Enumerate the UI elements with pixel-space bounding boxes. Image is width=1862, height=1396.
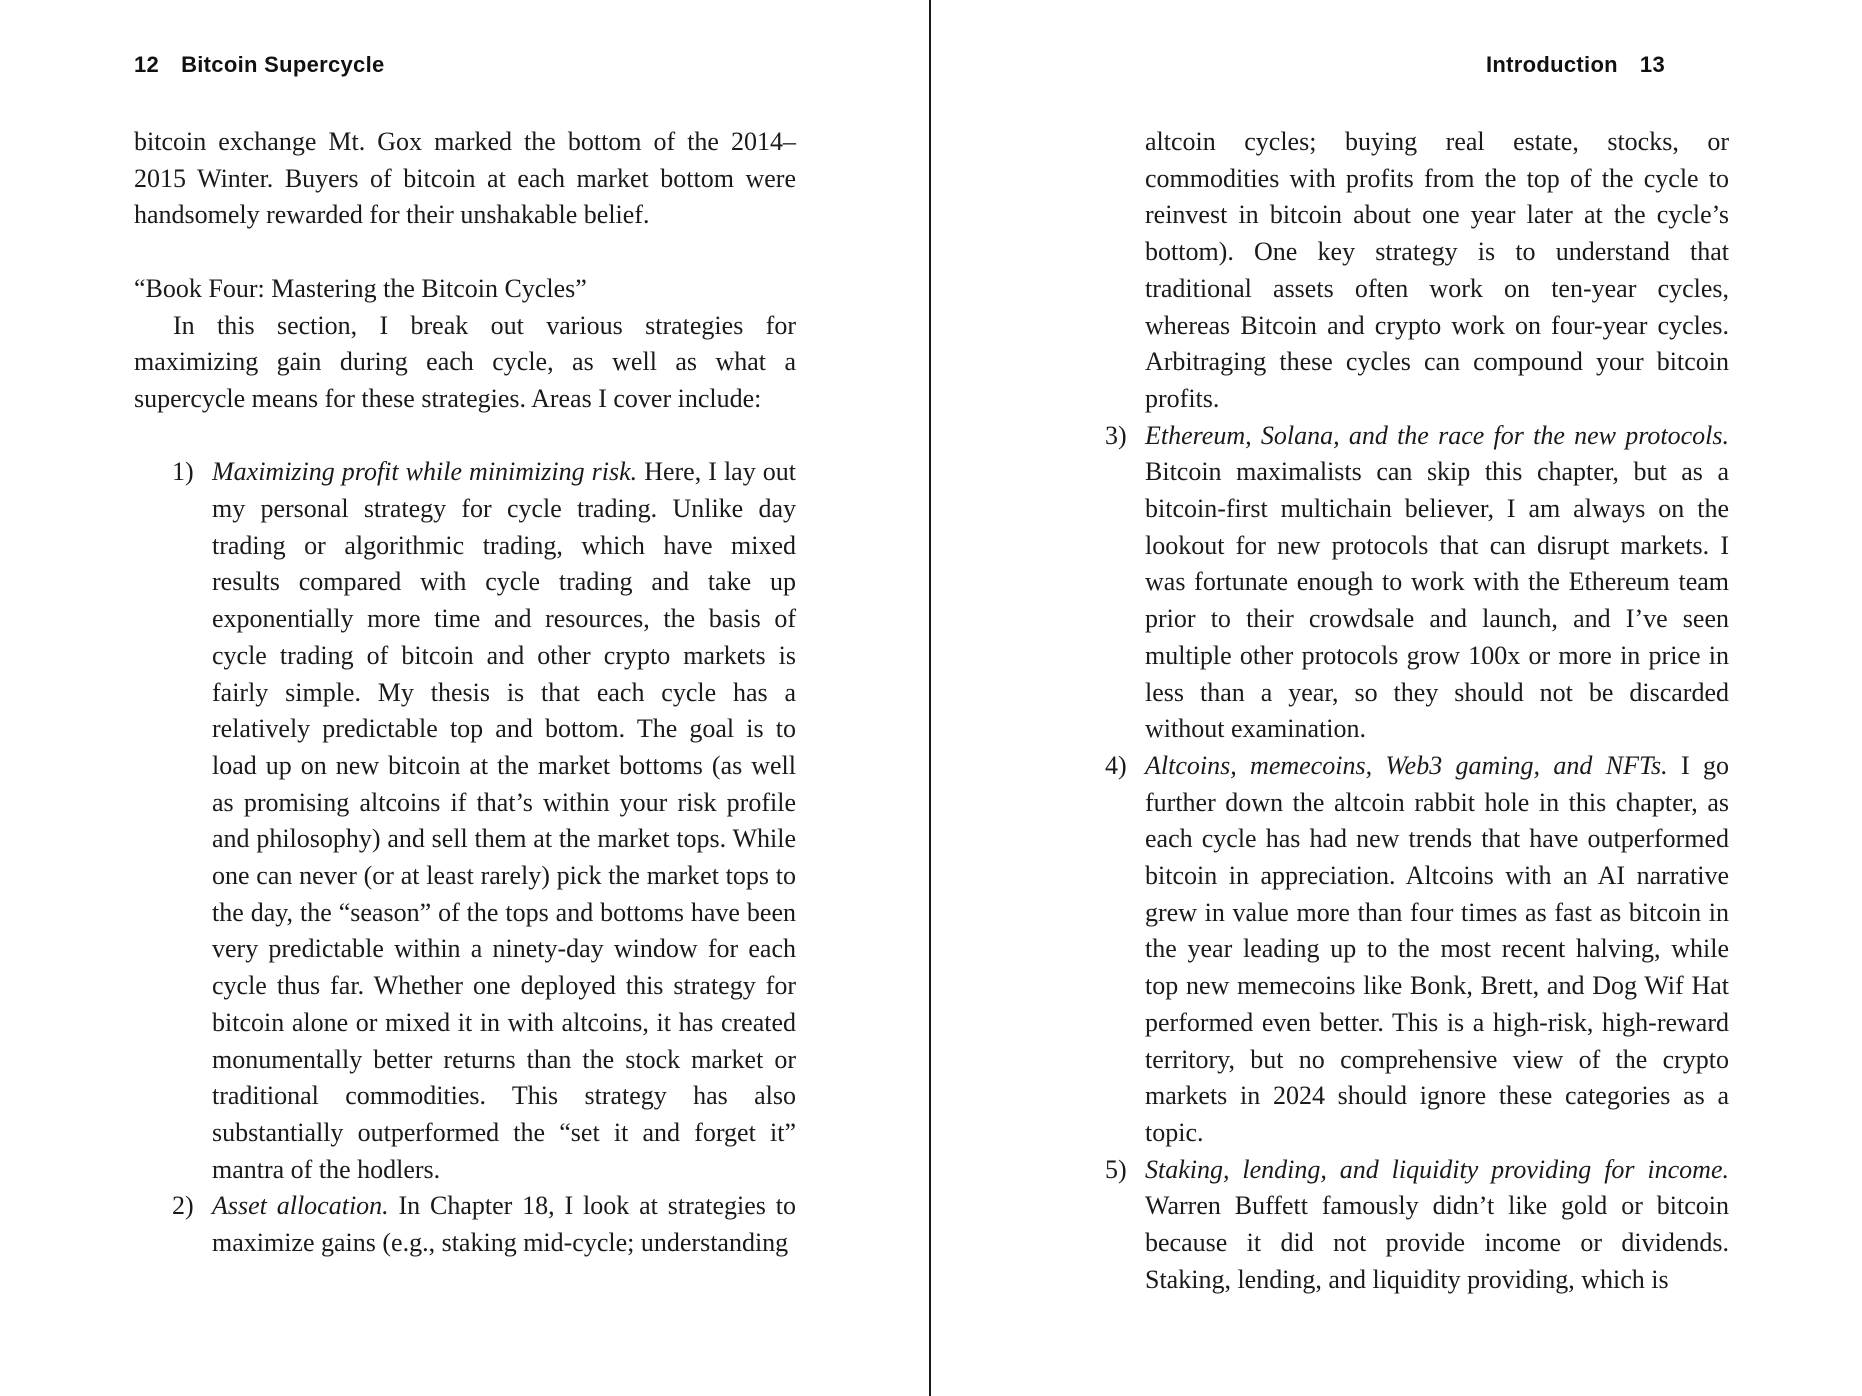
list-number: 4)	[1105, 750, 1127, 780]
list-item-text: Here, I lay out my personal strategy for cycle trading. Unlike day trading or algorithmic trading, which have mixed results compared with cycle trading and take up exponentially more time and resources, the basis of cycle trading of bitcoin and other crypto markets is fairly simple. My thesis is that each cycle has a relatively predictable top and bottom. The goal is to load up on new bitcoin at the market bottoms (as well as promising altcoins if that’s within your risk profile and philosophy) and sell them at the market tops. While one can never (or at least rarely) pick the market tops to the day, the “season” of the tops and bottoms have been very predictable within a ninety-day window for each cycle thus far. Whether one deployed this strategy for bitcoin alone or mixed it in with altcoins, it has created monumentally better returns than the stock market or traditional commodities. This strategy has also substantially outperformed the “set it and forget it” mantra of the hodlers.	[212, 457, 796, 1184]
list-number: 1)	[172, 457, 194, 487]
right-running-head	[1486, 52, 1665, 78]
continuation-paragraph: altcoin cycles; buying real estate, stocks, or commodities with profits from the top of the cycle to reinvest in bitcoin about one year later at the cycle’s bottom). One key strategy is to understand that traditional assets often work on ten-year cycles, whereas Bitcoin and crypto work on four-year cycles. Arbitraging these cycles can compound your bitcoin profits.	[1145, 127, 1729, 413]
right-running-title: Introduction	[1486, 52, 1618, 77]
list-item-text: In Chapter 18, I look at strategies to maximize gains (e.g., staking mid-cycle; understanding	[212, 1191, 796, 1258]
left-body-text	[134, 124, 796, 1262]
right-body-text	[1104, 124, 1729, 1299]
list-item-title: Staking, lending, and liquidity providing for income.	[1145, 1154, 1729, 1184]
right-page	[931, 0, 1862, 1396]
list-item-title: Ethereum, Solana, and the race for the new protocols.	[1145, 420, 1729, 450]
opening-paragraph: bitcoin exchange Mt. Gox marked the bottom of the 2014–2015 Winter. Buyers of bitcoin at each market bottom were handsomely rewarded for their unshakable belief.	[134, 127, 796, 230]
list-item-1	[134, 454, 796, 1188]
list-item-title: Asset allocation.	[212, 1191, 389, 1221]
list-item-4	[1104, 748, 1729, 1152]
list-item-text: Bitcoin maximalists can skip this chapter, but as a bitcoin-first multichain believer, I am always on the lookout for new protocols that can disrupt markets. I was fortunate enough to work with the Ethereum team prior to their crowdsale and launch, and I’ve seen multiple other protocols grow 100x or more in price in less than a year, so they should not be discarded without examination.	[1145, 457, 1729, 744]
list-item-5	[1104, 1152, 1729, 1299]
list-item-3	[1104, 418, 1729, 748]
left-running-head	[134, 52, 385, 78]
list-number: 3)	[1105, 420, 1127, 450]
list-item-text: Warren Buffett famously didn’t like gold or bitcoin because it did not provide income or dividends. Staking, lending, and liquidity providing, which is	[1145, 1191, 1729, 1294]
right-page-number: 13	[1639, 52, 1665, 77]
section-intro: In this section, I break out various strategies for maximizing gain during each cycle, as well as what a supercycle means for these strategies. Areas I cover include:	[134, 310, 796, 413]
list-item-2	[134, 1188, 796, 1261]
list-item-text: I go further down the altcoin rabbit hole in this chapter, as each cycle has had new trends that have outperformed bitcoin in appreciation. Altcoins with an AI narrative grew in value more than four times as fast as bitcoin in the year leading up to the most recent halving, while top new memecoins like Bonk, Brett, and Dog Wif Hat performed even better. This is a high-risk, high-reward territory, but no comprehensive view of the crypto markets in 2024 should ignore these categories as a topic.	[1145, 750, 1729, 1147]
list-item-title: Altcoins, memecoins, Web3 gaming, and NFTs.	[1145, 750, 1668, 780]
section-heading: “Book Four: Mastering the Bitcoin Cycles”	[134, 273, 587, 303]
list-item-title: Maximizing profit while minimizing risk.	[212, 457, 638, 487]
left-page-number: 12	[134, 52, 160, 77]
list-number: 2)	[172, 1191, 194, 1221]
list-number: 5)	[1105, 1154, 1127, 1184]
left-running-title: Bitcoin Supercycle	[181, 52, 385, 77]
